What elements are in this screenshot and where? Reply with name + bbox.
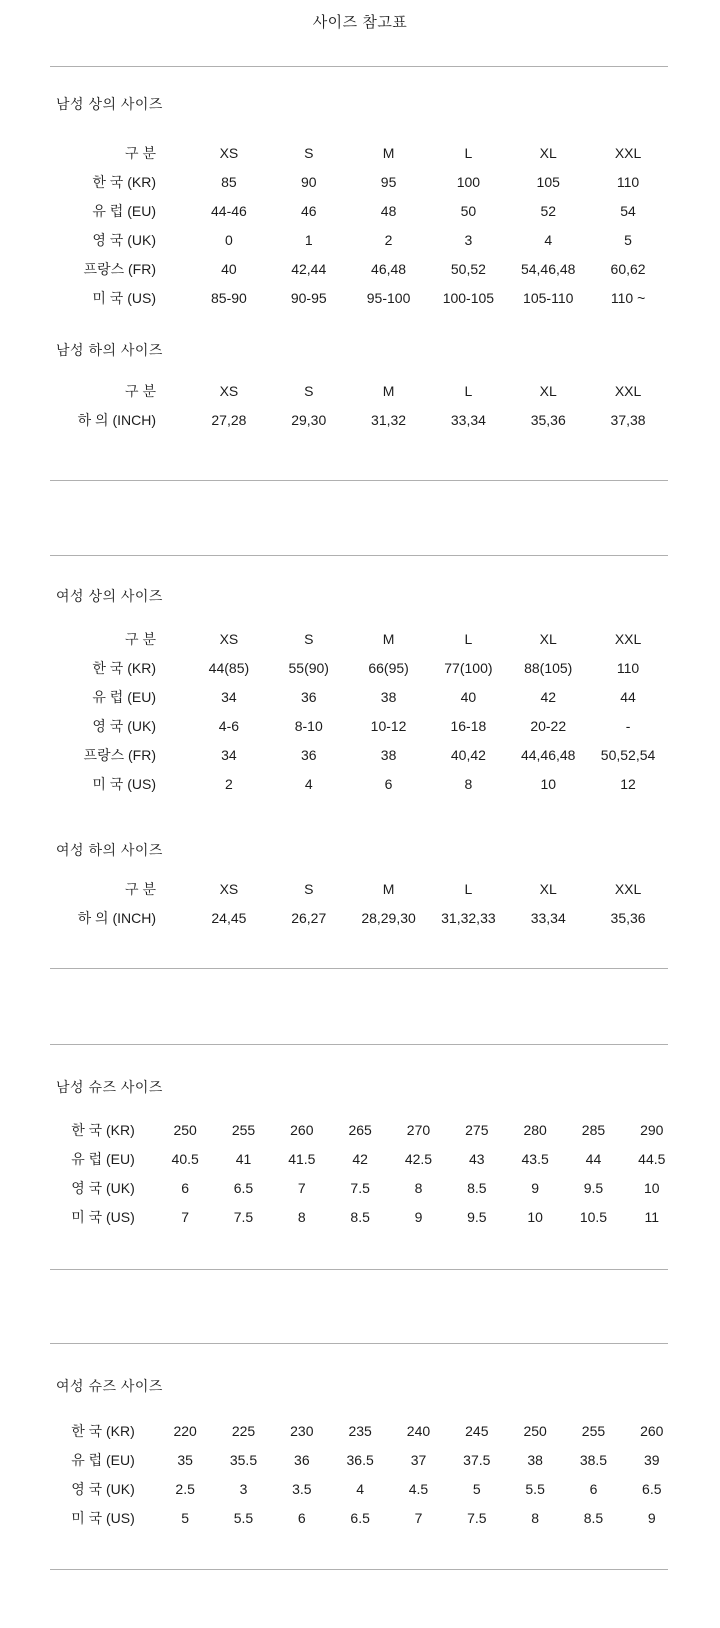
size-cell: 9.5 [467,1208,487,1225]
section-womens-shoes [0,1376,720,1532]
row-label: 한 국 (KR) [92,659,156,676]
table-header-row [0,874,720,903]
row-cells [156,1209,681,1225]
size-cell: 44,46,48 [520,746,576,763]
section-heading-womens-shoes: 여성 슈즈 사이즈 [56,1378,163,1394]
row-cells [189,776,668,792]
size-table-womens-tops [0,624,720,798]
size-cell: 54,46,48 [520,260,576,277]
size-cell: 9.5 [583,1179,604,1196]
size-cell: 42 [540,688,557,705]
divider [50,555,668,556]
size-cell: 3.5 [292,1480,312,1497]
size-cell: 37,38 [610,411,646,428]
table-row [0,682,720,711]
column-header-cell: XL [539,880,557,897]
row-cells [189,412,668,428]
size-cell: 8 [464,775,473,792]
size-cell: 28,29,30 [361,909,416,926]
row-label: 프랑스 (FR) [83,746,156,763]
size-cell: 90 [300,173,317,190]
size-cell: 29,30 [291,411,327,428]
size-cell: 7 [181,1208,190,1225]
table-row [0,1173,720,1202]
size-cell: 6.5 [350,1509,370,1526]
size-cell: 285 [581,1121,606,1138]
size-cell: 100-105 [442,289,495,306]
table-row [0,405,720,434]
size-cell: 16-18 [450,717,487,734]
size-cell: 5.5 [233,1509,254,1526]
size-cell: 44-46 [211,202,247,219]
size-cell: 8.5 [467,1179,487,1196]
row-label: 유 럽 (EU) [71,1451,135,1468]
table-row [0,769,720,798]
size-cell: 95-100 [366,289,411,306]
column-header-cell: L [464,144,473,161]
size-cell: 6.5 [233,1179,254,1196]
size-cell: 6 [297,1509,306,1526]
size-cell: 5.5 [525,1480,545,1497]
size-cell: 38 [527,1451,543,1468]
section-womens-tops [0,586,720,798]
row-cells [189,174,668,190]
size-cell: 8 [414,1179,423,1196]
size-cell: 33,34 [450,411,486,428]
size-cell: 6 [589,1480,598,1497]
size-cell: 110 [616,173,640,190]
section-mens-bottoms [0,340,720,434]
row-cells [189,383,668,399]
size-cell: 105 [536,173,560,190]
size-cell: 43 [469,1150,485,1167]
size-cell: 41 [235,1150,252,1167]
size-cell: 31,32 [371,411,407,428]
column-header-cell: XXL [614,144,642,161]
row-label: 미 국 (US) [92,775,156,792]
size-cell: 6.5 [642,1480,662,1497]
size-cell: 44(85) [208,659,250,676]
table-row [0,1202,720,1231]
table-row [0,167,720,196]
table-row [0,196,720,225]
column-header-cell: L [464,630,473,647]
size-cell: 100 [456,173,481,190]
size-cell: 40 [221,260,237,277]
size-cell: 46,48 [371,260,407,277]
section-mens-tops [0,94,720,312]
size-cell: 255 [581,1422,606,1439]
column-header-cell: S [304,880,314,897]
size-cell: 55(90) [288,659,329,676]
section-mens-shoes [0,1077,720,1231]
size-cell: 220 [173,1422,197,1439]
size-cell: 0 [225,231,233,248]
size-cell: 8-10 [294,717,323,734]
table-header-row [0,376,720,405]
size-cell: 50,52,54 [600,746,656,763]
row-label: 하 의 (INCH) [77,909,156,926]
column-group-label: 구 분 [125,880,156,897]
size-cell: 5 [181,1509,190,1526]
size-cell: 275 [465,1121,489,1138]
column-header-cell: XXL [614,880,642,897]
size-cell: 255 [231,1121,256,1138]
size-cell: 230 [290,1422,314,1439]
size-cell: 12 [620,775,636,792]
size-cell: 44.5 [638,1150,666,1167]
row-label: 프랑스 (FR) [83,260,156,277]
size-cell: 240 [406,1422,431,1439]
row-cells [189,747,668,763]
section-heading-womens-tops: 여성 상의 사이즈 [56,588,163,604]
column-header-cell: L [464,382,473,399]
size-cell: 77(100) [444,659,493,676]
row-label: 미 국 (US) [92,289,156,306]
size-cell: 7 [414,1509,423,1526]
row-cells [189,718,668,734]
size-cell: 38 [380,688,397,705]
column-group-label: 구 분 [125,144,156,161]
row-cells [189,145,668,161]
column-header-cell: XL [539,144,557,161]
size-cell: 95 [380,173,397,190]
column-header-cell: XXL [614,382,642,399]
row-label: 미 국 (US) [71,1208,135,1225]
size-cell: 37 [410,1451,427,1468]
size-cell: 8.5 [583,1509,604,1526]
table-row [0,254,720,283]
table-row [0,740,720,769]
table-row [0,1115,720,1144]
size-cell: 10-12 [370,717,407,734]
divider [50,1044,668,1045]
size-cell: 5 [624,231,632,248]
table-row [0,903,720,932]
table-row [0,711,720,740]
size-cell: 85-90 [211,289,247,306]
size-cell: 33,34 [530,909,566,926]
size-cell: 4 [304,775,313,792]
size-cell: 245 [465,1422,489,1439]
section-womens-bottoms [0,840,720,932]
section-heading-mens-bottoms: 남성 하의 사이즈 [56,342,163,358]
size-cell: - [625,717,631,734]
row-cells [189,881,668,897]
size-cell: 3 [239,1480,248,1497]
column-group-label: 구 분 [125,630,156,647]
table-row [0,1144,720,1173]
size-cell: 9 [647,1509,656,1526]
row-cells [156,1481,681,1497]
size-cell: 36 [300,688,317,705]
size-cell: 2 [384,231,393,248]
table-row [0,1474,720,1503]
size-table-mens-bottoms [0,376,720,434]
row-label: 한 국 (KR) [71,1422,135,1439]
size-cell: 43.5 [521,1150,549,1167]
column-header-cell: XS [219,382,239,399]
size-cell: 6 [384,775,393,792]
size-cell: 90-95 [290,289,327,306]
size-cell: 1 [304,231,313,248]
size-cell: 270 [406,1121,431,1138]
size-cell: 10 [644,1179,660,1196]
row-cells [189,631,668,647]
size-cell: 8 [297,1208,306,1225]
row-cells [189,910,668,926]
size-cell: 88(105) [524,659,573,676]
table-header-row [0,138,720,167]
size-cell: 110 [616,659,640,676]
row-label: 유 럽 (EU) [71,1150,135,1167]
column-header-cell: XS [219,880,239,897]
size-cell: 41.5 [288,1150,316,1167]
size-cell: 2 [225,775,233,792]
table-row [0,1503,720,1532]
size-cell: 280 [523,1121,547,1138]
size-cell: 31,32,33 [441,909,496,926]
section-heading-mens-shoes: 남성 슈즈 사이즈 [56,1079,163,1095]
size-table-mens-shoes [0,1115,720,1231]
size-cell: 235 [348,1422,372,1439]
row-cells [189,660,668,676]
row-cells [156,1151,681,1167]
size-cell: 4 [356,1480,365,1497]
column-header-cell: XL [539,382,557,399]
size-cell: 40.5 [171,1150,199,1167]
column-header-cell: XXL [614,630,642,647]
size-cell: 34 [221,688,237,705]
row-cells [189,203,668,219]
column-header-cell: XS [219,144,239,161]
size-cell: 3 [464,231,473,248]
size-cell: 48 [380,202,397,219]
row-cells [156,1122,681,1138]
section-heading-mens-tops: 남성 상의 사이즈 [56,96,163,112]
size-cell: 250 [173,1121,197,1138]
size-cell: 66(95) [368,659,409,676]
column-group-label: 구 분 [125,382,156,399]
column-header-cell: S [304,630,314,647]
divider [50,66,668,67]
size-cell: 42.5 [404,1150,433,1167]
column-header-cell: XL [539,630,557,647]
size-cell: 50 [460,202,477,219]
size-cell: 50,52 [450,260,486,277]
size-cell: 27,28 [211,411,247,428]
size-cell: 110 ~ [610,289,646,306]
row-label: 영 국 (UK) [71,1179,135,1196]
size-cell: 54 [620,202,636,219]
size-cell: 5 [472,1480,481,1497]
size-cell: 39 [644,1451,660,1468]
size-cell: 4-6 [218,717,240,734]
size-cell: 10 [540,775,557,792]
row-cells [156,1510,681,1526]
size-cell: 9 [414,1208,423,1225]
size-cell: 42,44 [291,260,327,277]
row-label: 영 국 (UK) [71,1480,135,1497]
size-cell: 38 [380,746,397,763]
row-cells [156,1423,681,1439]
size-cell: 105-110 [523,289,574,306]
size-cell: 7.5 [350,1179,370,1196]
row-label: 미 국 (US) [71,1509,135,1526]
size-cell: 7.5 [233,1208,254,1225]
size-cell: 20-22 [530,717,567,734]
table-row [0,653,720,682]
size-cell: 36.5 [346,1451,374,1468]
size-cell: 7.5 [467,1509,487,1526]
row-label: 유 럽 (EU) [92,202,156,219]
size-cell: 26,27 [291,909,327,926]
size-cell: 36 [300,746,317,763]
row-label: 하 의 (INCH) [77,411,156,428]
size-table-womens-shoes [0,1416,720,1532]
table-row [0,283,720,312]
size-cell: 35.5 [229,1451,258,1468]
size-cell: 10.5 [579,1208,608,1225]
size-cell: 35 [177,1451,193,1468]
page-title: 사이즈 참고표 [312,14,408,31]
row-cells [156,1180,681,1196]
size-cell: 34 [221,746,237,763]
size-cell: 7 [297,1179,306,1196]
size-cell: 8.5 [350,1208,370,1225]
column-header-cell: S [304,144,314,161]
size-cell: 11 [644,1208,660,1225]
size-cell: 6 [181,1179,190,1196]
size-cell: 35,36 [610,909,646,926]
divider [50,480,668,481]
size-table-womens-bottoms [0,874,720,932]
size-cell: 60,62 [610,260,646,277]
row-label: 유 럽 (EU) [92,688,156,705]
row-label: 영 국 (UK) [92,231,156,248]
size-cell: 260 [290,1121,314,1138]
divider [50,1269,668,1270]
size-cell: 265 [348,1121,372,1138]
size-cell: 44 [620,688,636,705]
column-header-cell: M [382,880,395,897]
row-label: 영 국 (UK) [92,717,156,734]
divider [50,968,668,969]
size-cell: 8 [531,1509,540,1526]
divider [50,1343,668,1344]
row-cells [156,1452,681,1468]
column-header-cell: XS [219,630,239,647]
divider [50,1569,668,1570]
column-header-cell: M [382,144,395,161]
size-cell: 290 [640,1121,664,1138]
row-cells [189,689,668,705]
table-row [0,1445,720,1474]
row-cells [189,232,668,248]
column-header-cell: M [382,382,395,399]
size-cell: 36 [294,1451,310,1468]
table-row [0,1416,720,1445]
size-cell: 250 [523,1422,547,1439]
size-cell: 225 [231,1422,256,1439]
row-cells [189,290,668,306]
size-cell: 37.5 [463,1451,491,1468]
row-label: 한 국 (KR) [92,173,156,190]
size-cell: 10 [527,1208,543,1225]
size-cell: 260 [640,1422,664,1439]
row-cells [189,261,668,277]
table-row [0,225,720,254]
column-header-cell: L [464,880,473,897]
section-heading-womens-bottoms: 여성 하의 사이즈 [56,842,163,858]
column-header-cell: S [304,382,314,399]
size-table-mens-tops [0,138,720,312]
size-cell: 4.5 [408,1480,429,1497]
size-cell: 44 [585,1150,602,1167]
row-label: 한 국 (KR) [71,1121,135,1138]
size-cell: 35,36 [530,411,566,428]
size-cell: 85 [221,173,237,190]
column-header-cell: M [382,630,395,647]
size-cell: 2.5 [175,1480,195,1497]
size-cell: 46 [300,202,317,219]
size-cell: 9 [531,1179,540,1196]
table-header-row [0,624,720,653]
size-cell: 40 [460,688,477,705]
size-cell: 42 [352,1150,368,1167]
size-cell: 40,42 [450,746,486,763]
size-cell: 52 [540,202,557,219]
size-cell: 38.5 [579,1451,608,1468]
size-cell: 4 [544,231,553,248]
size-cell: 24,45 [211,909,247,926]
